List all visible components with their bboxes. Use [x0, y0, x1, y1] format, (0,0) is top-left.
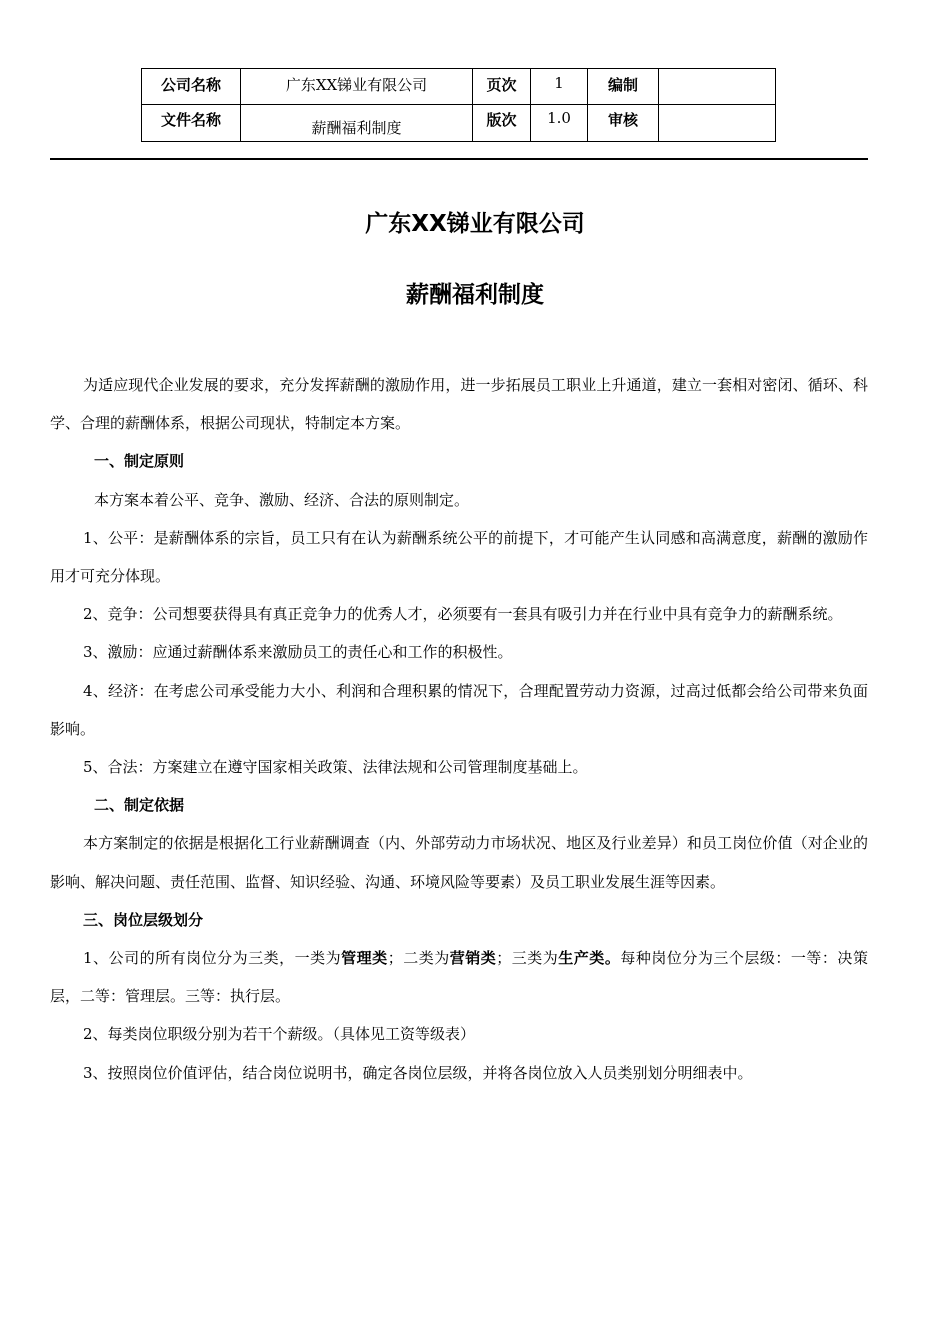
- version-value: 1.0: [531, 105, 588, 142]
- header-row-1: [142, 69, 776, 105]
- company-title: 广东XX锑业有限公司: [365, 211, 585, 237]
- company-name-value: 广东XX锑业有限公司: [241, 69, 473, 105]
- principle-item: 1、公平：是薪酬体系的宗旨，员工只有在认为薪酬系统公平的前提下，才可能产生认同感和高满意度，薪酬的激励作用才可充分体现。: [50, 528, 868, 586]
- principle-item: 3、激励：应通过薪酬体系来激励员工的责任心和工作的积极性。: [83, 643, 513, 662]
- review-label: 审核: [588, 105, 659, 142]
- document-body: [50, 366, 868, 1092]
- section-3-item-3: 3、按照岗位价值评估，结合岗位说明书，确定各岗位层级，并将各岗位放入人员类别划分明细表中。: [83, 1063, 753, 1082]
- section-3-heading: 三、岗位层级划分: [83, 910, 204, 929]
- category-management: 管理类: [341, 949, 388, 968]
- item-1-prefix: 1、公司的所有岗位分为三类，一类为: [83, 949, 342, 968]
- item-1-mid-1: ；二类为: [387, 949, 450, 968]
- category-production: 生产类。: [558, 949, 621, 968]
- prepared-label: 编制: [588, 69, 659, 105]
- section-3-item-2: 2、每类岗位职级分别为若干个薪级。（具体见工资等级表）: [83, 1025, 476, 1044]
- section-3-item-1: [50, 939, 868, 1015]
- header-divider: [50, 158, 868, 160]
- header-row-2: [142, 105, 776, 142]
- file-name-label: 文件名称: [142, 105, 241, 142]
- principle-item: 2、竞争：公司想要获得具有真正竞争力的优秀人才，必须要有一套具有吸引力并在行业中具有竞争力的薪酬系统。: [83, 605, 843, 624]
- file-name-value: 薪酬福利制度: [241, 105, 473, 142]
- section-1-lead: 本方案本着公平、竞争、激励、经济、合法的原则制定。: [94, 490, 470, 509]
- category-marketing: 营销类: [449, 949, 497, 968]
- principle-item: 5、合法：方案建立在遵守国家相关政策、法律法规和公司管理制度基础上。: [83, 758, 588, 777]
- section-2-heading: 二、制定依据: [94, 796, 185, 815]
- item-1-suffix: 每种岗位分为三个层级：一等：决策层，二等：管理层。三等：执行层。: [50, 949, 868, 1006]
- item-1-mid-2: ；三类为: [496, 949, 559, 968]
- section-1-heading: 一、制定原则: [94, 452, 185, 471]
- page-value: 1: [531, 69, 588, 105]
- section-2-text: 本方案制定的依据是根据化工行业薪酬调查（内、外部劳动力市场状况、地区及行业差异）和员工岗位价值（对企业的影响、解决问题、责任范围、监督、知识经验、沟通、环境风险等要素）及员工职业发展生涯等因素。: [50, 834, 868, 891]
- principle-item: 4、经济：在考虑公司承受能力大小、利润和合理积累的情况下，合理配置劳动力资源，过高过低都会给公司带来负面影响。: [50, 681, 868, 738]
- header-table: [141, 68, 776, 142]
- review-value: [659, 105, 776, 142]
- company-name-label: 公司名称: [142, 69, 241, 105]
- version-label: 版次: [473, 105, 531, 142]
- intro-paragraph: 为适应现代企业发展的要求，充分发挥薪酬的激励作用，进一步拓展员工职业上升通道，建立一套相对密闭、循环、科学、合理的薪酬体系，根据公司现状，特制定本方案。: [50, 376, 868, 433]
- page-label: 页次: [473, 69, 531, 105]
- document-title: 薪酬福利制度: [406, 282, 544, 308]
- prepared-value: [659, 69, 776, 105]
